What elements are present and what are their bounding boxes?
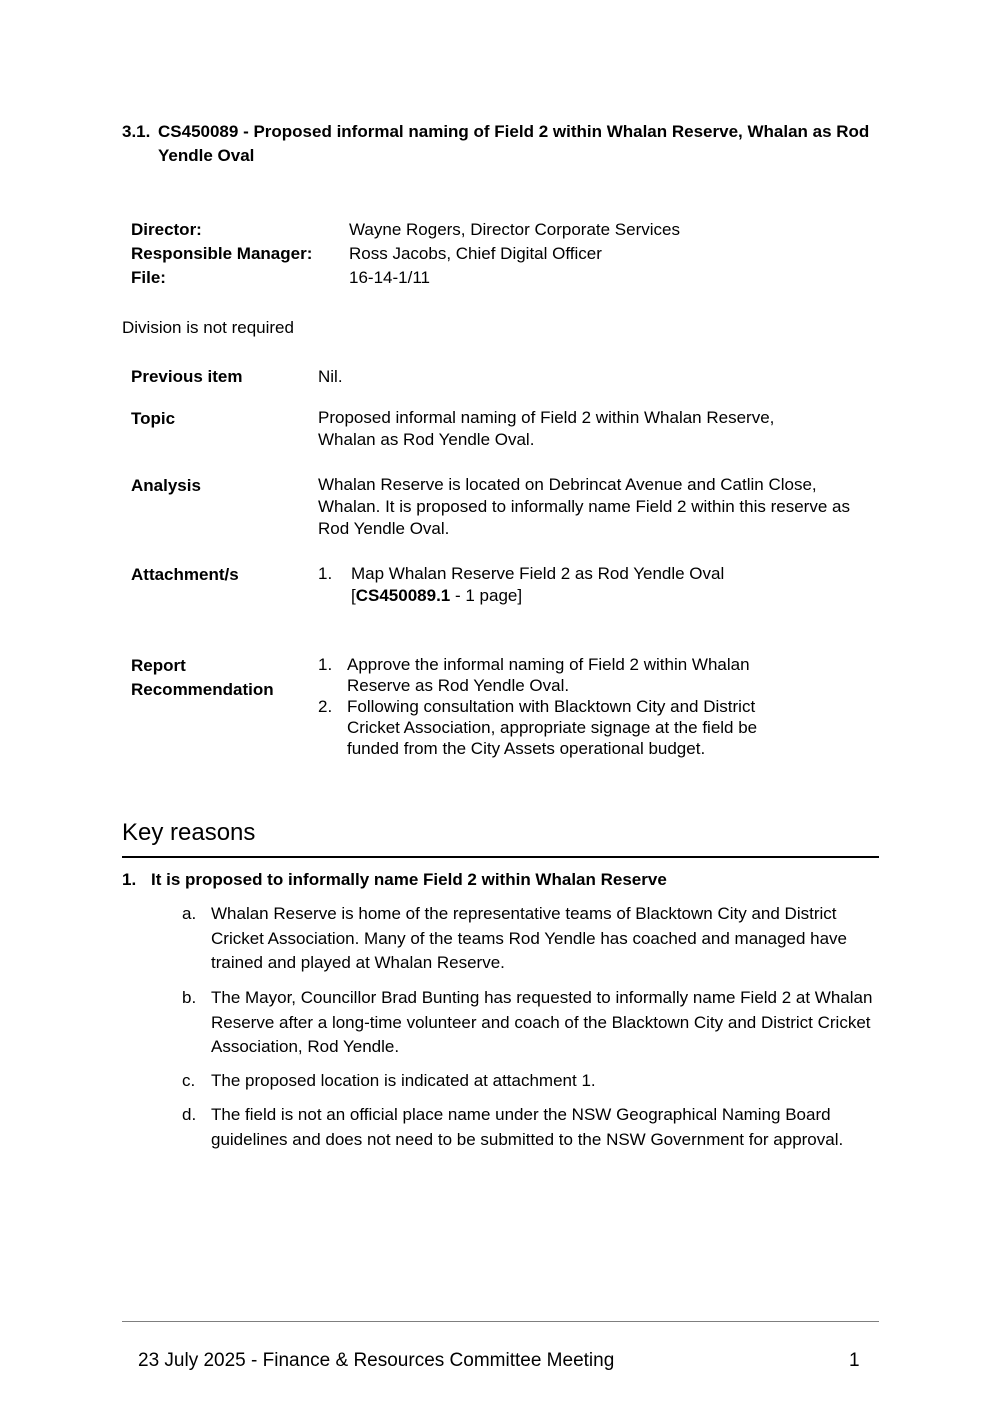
reason-point: [182, 1069, 882, 1094]
point-text: The Mayor, Councillor Brad Bunting has requested to informally name Field 2 at Whalan Reserve after a long-time volunteer and coach of the Blacktown City and District Cricket Association, Rod Yendle.: [211, 988, 873, 1056]
point-letter: d.: [182, 1105, 197, 1124]
responsible-manager-label: Responsible Manager:: [131, 244, 313, 263]
point-letter: c.: [182, 1071, 196, 1090]
heading-rule: [122, 856, 879, 858]
footer-text: 23 July 2025 - Finance & Resources Committee Meeting: [138, 1350, 615, 1371]
analysis-value: Whalan Reserve is located on Debrincat Avenue and Catlin Close, Whalan. It is proposed to informally name Field 2 within this reserve as Rod Yendle Oval.: [318, 475, 850, 538]
point-text: The field is not an official place name under the NSW Geographical Naming Board guidelines and does not need to be submitted to the NSW Government for approval.: [211, 1105, 844, 1149]
director-label: Director:: [131, 220, 202, 239]
attachment-item[interactable]: [318, 563, 838, 607]
topic-value: Proposed informal naming of Field 2 within Whalan Reserve, Whalan as Rod Yendle Oval.: [318, 408, 775, 449]
recommendation-list: [318, 654, 808, 759]
reason-point: [182, 1103, 882, 1152]
recommendation-text: Following consultation with Blacktown City and District Cricket Association, appropriate signage at the field be funded from the City Assets operational budget.: [347, 697, 758, 758]
point-letter: b.: [182, 988, 197, 1007]
point-letter: a.: [182, 904, 197, 923]
reason-number: 1.: [122, 870, 137, 889]
recommendation-item: [318, 654, 808, 696]
page-number: 1: [849, 1350, 860, 1371]
file-value: 16-14-1/11: [349, 268, 430, 287]
recommendation-number: 1.: [318, 655, 333, 674]
recommendation-label-line1: Report: [131, 656, 186, 675]
key-reasons-heading: Key reasons: [122, 819, 256, 846]
reason-title: It is proposed to informally name Field 2 within Whalan Reserve: [151, 870, 667, 889]
recommendation-number: 2.: [318, 697, 333, 716]
reason-point: [182, 986, 882, 1060]
director-value: Wayne Rogers, Director Corporate Services: [349, 220, 680, 239]
responsible-manager-value: Ross Jacobs, Chief Digital Officer: [349, 244, 602, 263]
topic-label: Topic: [131, 409, 176, 428]
attachment-number: 1.: [318, 564, 333, 583]
attachment-ref-code: CS450089.1: [355, 586, 451, 605]
point-text: Whalan Reserve is home of the representative teams of Blacktown City and District Cricket Association. Many of the teams Rod Yendle has coached and managed have trained and played at Whalan Reserve.: [211, 904, 848, 972]
analysis-label: Analysis: [131, 476, 201, 495]
reason-point: [182, 902, 882, 976]
attachment-ref-pages: - 1 page]: [450, 586, 523, 605]
file-label: File:: [131, 268, 166, 287]
attachment-reference: [351, 585, 838, 607]
footer-rule: [122, 1321, 879, 1322]
attachments-label: Attachment/s: [131, 565, 239, 584]
recommendation-label-line2: Recommendation: [131, 680, 274, 699]
division-note: Division is not required: [122, 318, 294, 337]
attachment-ref-open: [: [351, 586, 356, 605]
attachment-title: Map Whalan Reserve Field 2 as Rod Yendle Oval: [351, 564, 725, 583]
item-title: CS450089 - Proposed informal naming of Field 2 within Whalan Reserve, Whalan as Rod Yendle Oval: [158, 122, 870, 165]
recommendation-text: Approve the informal naming of Field 2 within Whalan Reserve as Rod Yendle Oval.: [347, 655, 750, 695]
item-number: 3.1.: [122, 122, 151, 141]
previous-item-value: Nil.: [318, 367, 343, 386]
recommendation-item: [318, 696, 808, 759]
previous-item-label: Previous item: [131, 367, 243, 386]
point-text: The proposed location is indicated at attachment 1.: [211, 1071, 596, 1090]
